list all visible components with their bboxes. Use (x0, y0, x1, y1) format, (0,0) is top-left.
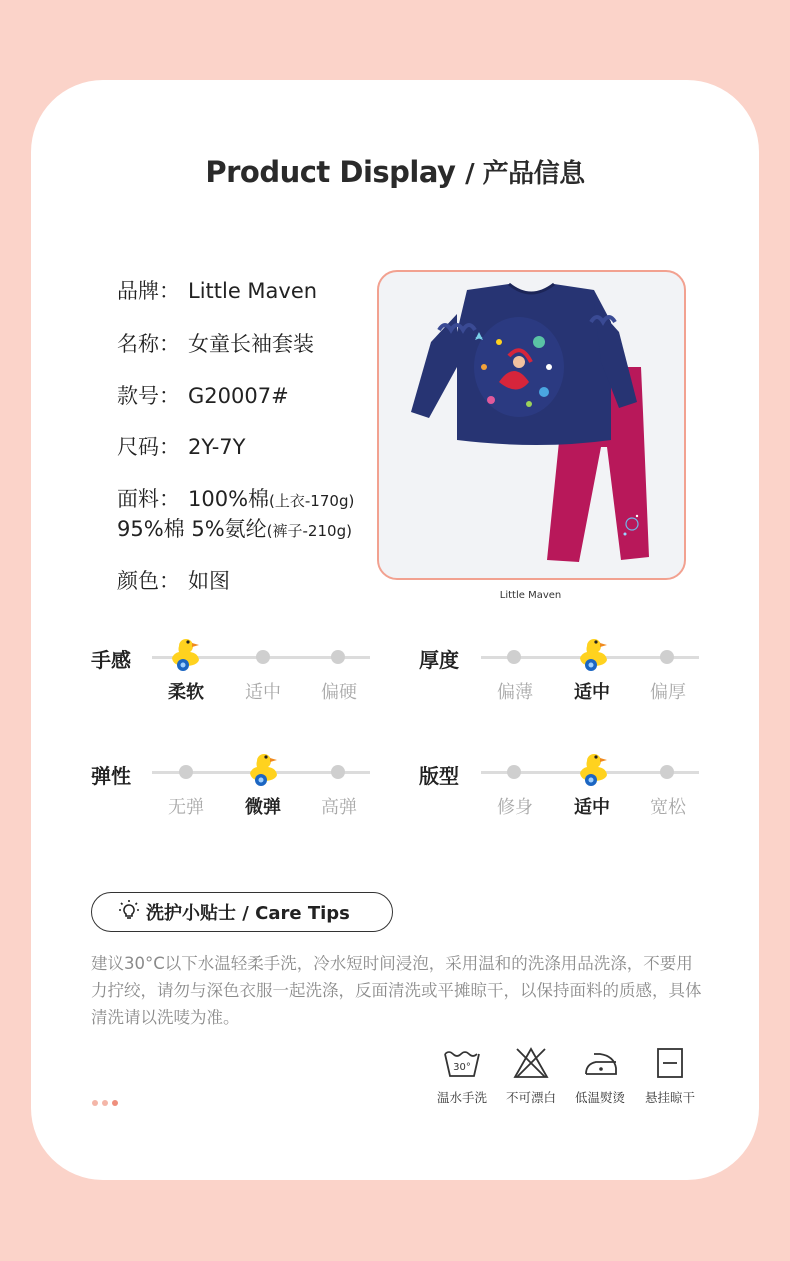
scale-option-fit-2: 适中 (574, 797, 610, 818)
no-bleach-icon: 不可漂白 (496, 1046, 566, 1106)
lightbulb-icon (118, 899, 140, 926)
scale-option-fit-1: 修身 (497, 797, 533, 818)
spec-fabric: 面料： 100%棉(上衣-170g) (117, 487, 355, 511)
scale-label-fit: 版型 (419, 764, 459, 788)
hand-wash-30-icon: 30° 温水手洗 (427, 1046, 497, 1106)
scale-option-feel-3: 偏硬 (321, 682, 357, 703)
spec-size: 尺码： 2Y-7Y (117, 435, 246, 459)
scale-dot-fit-3 (660, 765, 674, 779)
scale-option-feel-2: 适中 (245, 682, 281, 703)
scale-dot-elasticity-3 (331, 765, 345, 779)
spec-style-number: 款号： G20007# (117, 384, 289, 408)
spec-name: 名称： 女童长袖套装 (117, 332, 314, 356)
care-tips-pill: 洗护小贴士 / Care Tips (91, 892, 393, 932)
duck-marker-icon (247, 747, 281, 787)
duck-marker-icon (169, 632, 203, 672)
duck-marker-icon (577, 747, 611, 787)
scale-option-thickness-1: 偏薄 (497, 682, 533, 703)
duck-marker-icon (577, 632, 611, 672)
title-cn: / 产品信息 (465, 159, 585, 189)
scale-option-fit-3: 宽松 (650, 797, 686, 818)
title-en: Product Display (205, 155, 456, 189)
scale-dot-thickness-3 (660, 650, 674, 664)
low-iron-icon: 低温熨烫 (565, 1046, 635, 1106)
photo-caption: Little Maven (499, 590, 562, 601)
hang-dry-icon: 悬挂晾干 (635, 1046, 705, 1106)
scale-option-feel-1: 柔软 (168, 682, 204, 703)
scale-option-thickness-2: 适中 (574, 682, 610, 703)
scale-dot-feel-2 (256, 650, 270, 664)
scale-dot-fit-1 (507, 765, 521, 779)
scale-label-feel: 手感 (91, 648, 131, 672)
outfit-illustration (379, 272, 684, 578)
spec-brand: 品牌： Little Maven (117, 279, 318, 303)
page-dot-active (112, 1100, 118, 1106)
spec-fabric-pants: 95%棉 5%氨纶(裤子-210g) (117, 517, 352, 541)
scale-label-elasticity: 弹性 (91, 764, 131, 788)
page-dot (102, 1100, 108, 1106)
svg-text:30°: 30° (453, 1062, 471, 1073)
top-image (411, 284, 637, 445)
scale-option-elasticity-2: 微弹 (245, 797, 281, 818)
page-indicator (92, 1091, 122, 1110)
scale-option-elasticity-3: 高弹 (321, 797, 357, 818)
scale-option-thickness-3: 偏厚 (650, 682, 686, 703)
scale-option-elasticity-1: 无弹 (168, 797, 204, 818)
spec-color: 颜色： 如图 (117, 569, 230, 593)
care-instructions: 建议30°C以下水温轻柔手洗，冷水短时间浸泡，采用温和的洗涤用品洗涤，不要用力拧绞，请勿与深色衣服一起洗涤，反面清洗或平摊晾干，以保持面料的质感，具体清洗请以洗唛为准。 (91, 954, 702, 1027)
scale-dot-elasticity-1 (179, 765, 193, 779)
product-photo (377, 270, 686, 580)
scale-dot-thickness-1 (507, 650, 521, 664)
page-title (0, 153, 790, 190)
page-dot (92, 1100, 98, 1106)
scale-dot-feel-3 (331, 650, 345, 664)
scale-label-thickness: 厚度 (419, 648, 459, 672)
